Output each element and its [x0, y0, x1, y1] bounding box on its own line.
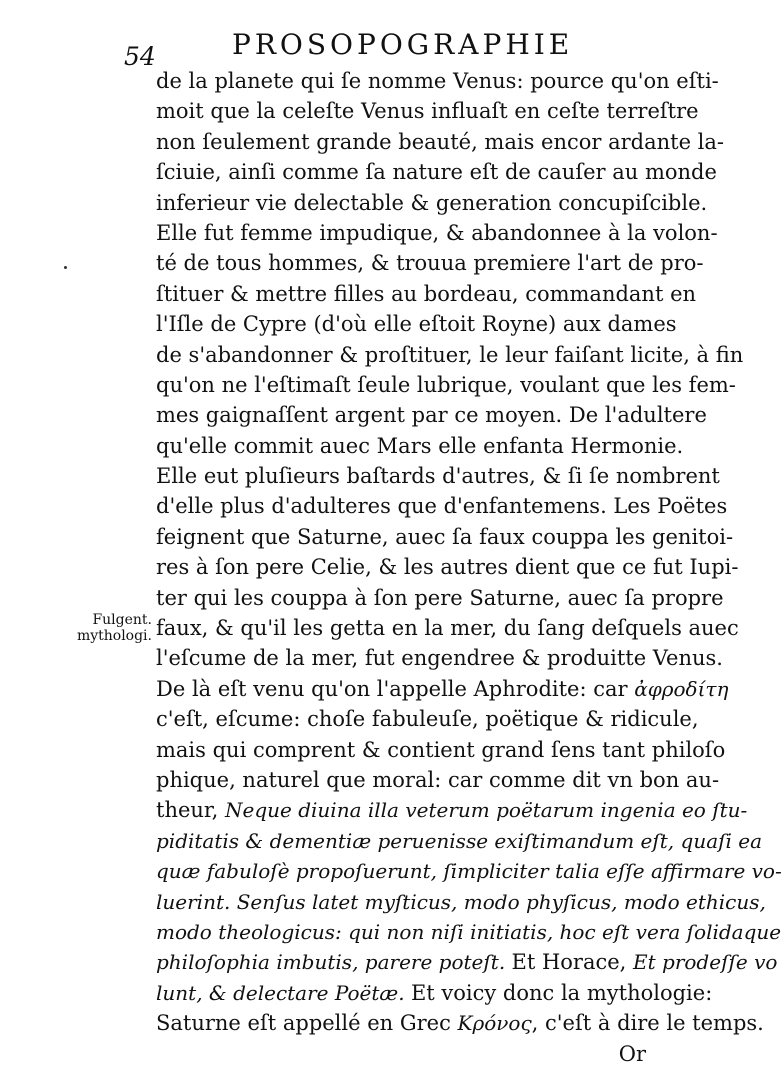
text-line: [156, 917, 782, 947]
text-line: [156, 978, 713, 1008]
roman-run: Elle fut femme impudique, & abandonnee à la volon-: [156, 220, 718, 245]
italic-run: luerint. Senſus latet myſticus, modo phyſicus, modo ethicus,: [156, 889, 766, 914]
text-line: [156, 96, 699, 126]
roman-run: theur,: [156, 798, 225, 823]
roman-run: phique, naturel que moral: car comme dit vn bon au-: [156, 767, 720, 792]
roman-run: ſtituer & mettre filles au bordeau, commandant en: [156, 281, 697, 306]
text-line: [156, 1008, 764, 1038]
text-line: [156, 552, 739, 582]
roman-run: l'eſcume de la mer, fut engendree & produitte Venus.: [156, 646, 723, 671]
roman-run: , c'eſt à dire le temps.: [531, 1011, 764, 1036]
italic-run: Neque diuina illa veterum poëtarum ingenia eo ſtu-: [225, 798, 748, 823]
italic-run: lunt, & delectare Poëtæ.: [156, 980, 411, 1005]
text-line: [156, 279, 697, 309]
text-line: [156, 735, 726, 765]
text-line: [156, 826, 763, 856]
text-line: [156, 431, 684, 461]
text-line: [156, 674, 729, 704]
roman-run: Saturne eſt appellé en Grec: [156, 1011, 458, 1036]
italic-run: piditatis & dementiæ peruenisse exiſtimandum eſt, quaſi ea: [156, 828, 763, 853]
roman-run: res à ſon pere Celie, & les autres dient que ce fut Iupi-: [156, 555, 739, 580]
text-line: [156, 127, 725, 157]
margin-note-line: Fulgent.: [92, 612, 152, 628]
roman-run: Elle eut pluſieurs baſtards d'autres, & ſi ſe nombrent: [156, 464, 720, 489]
margin-note: [70, 612, 152, 644]
italic-run: Et prodeſſe vo: [633, 950, 778, 975]
roman-run: Et voicy donc la mythologie:: [410, 980, 713, 1005]
italic-run: Κρόνος: [457, 1011, 532, 1036]
text-line: [156, 643, 723, 673]
italic-run: quæ fabuloſè propoſuerunt, ſimpliciter talia eſſe affirmare vo-: [156, 859, 782, 884]
catchword: Or: [618, 1041, 646, 1066]
roman-run: qu'elle commit auec Mars elle enfanta Hermonie.: [156, 433, 684, 458]
text-line: [156, 370, 736, 400]
text-line: [156, 188, 708, 218]
text-line: [156, 522, 734, 552]
roman-run: mes gaignaſſent argent par ce moyen. De l'adultere: [156, 403, 707, 428]
text-line: [156, 340, 744, 370]
roman-run: non ſeulement grande beauté, mais encor ardante la-: [156, 129, 725, 154]
text-line: [156, 887, 766, 917]
text-line: [156, 309, 677, 339]
italic-run: modo theologicus: qui non niſi initiatis, hoc eſt vera ſolidaque: [156, 919, 782, 944]
roman-run: ter qui les couppa à ſon pere Saturne, auec ſa propre: [156, 585, 724, 610]
text-line: [156, 583, 724, 613]
running-head: PROSOPOGRAPHIE: [232, 28, 574, 61]
roman-run: l'Iſle de Cypre (d'où elle eſtoit Royne) aux dames: [156, 312, 677, 337]
roman-run: De là eſt venu qu'on l'appelle Aphrodite: car: [156, 676, 635, 701]
roman-run: inferieur vie delectable & generation concupiſcible.: [156, 190, 708, 215]
text-line: [156, 218, 718, 248]
roman-run: mais qui comprent & contient grand ſens tant philoſo: [156, 737, 726, 762]
body-text: [156, 66, 782, 1069]
roman-run: de la planete qui ſe nomme Venus: pource qu'on eſti-: [156, 69, 719, 93]
text-line: [156, 795, 748, 825]
page-number: 54: [124, 42, 156, 71]
roman-run: feignent que Saturne, auec ſa faux couppa les genitoi-: [156, 524, 734, 549]
ink-speck: [64, 266, 67, 269]
italic-run: philoſophia imbutis, parere poteſt.: [156, 950, 512, 975]
roman-run: de s'abandonner & proſtituer, le leur faiſant licite, à fin: [156, 342, 744, 367]
text-line: [156, 66, 719, 96]
roman-run: ſciuie, ainſi comme ſa nature eſt de cauſer au monde: [156, 160, 717, 185]
text-line: [156, 613, 739, 643]
roman-run: té de tous hommes, & trouua premiere l'art de pro-: [156, 251, 704, 276]
text-line: [156, 947, 778, 977]
text-line: [156, 856, 782, 886]
roman-run: faux, & qu'il les getta en la mer, du ſang deſquels auec: [156, 616, 739, 641]
roman-run: d'elle plus d'adulteres que d'enfantemens. Les Poëtes: [156, 494, 728, 519]
roman-run: c'eſt, eſcume: choſe fabuleuſe, poëtique & ridicule,: [156, 707, 699, 732]
roman-run: qu'on ne l'eſtimaſt ſeule lubrique, voulant que les fem-: [156, 372, 736, 397]
text-line: [156, 248, 704, 278]
text-line: [156, 491, 728, 521]
margin-note-line: mythologi.: [76, 628, 152, 644]
roman-run: moit que la celeſte Venus influaſt en ceſte terreſtre: [156, 99, 699, 124]
text-line: [156, 461, 720, 491]
roman-run: Et Horace,: [511, 950, 634, 975]
italic-run: ἀφροδίτη: [634, 676, 729, 701]
text-line: [156, 704, 699, 734]
text-line: [156, 765, 720, 795]
text-line: [156, 400, 707, 430]
text-line: [156, 157, 717, 187]
